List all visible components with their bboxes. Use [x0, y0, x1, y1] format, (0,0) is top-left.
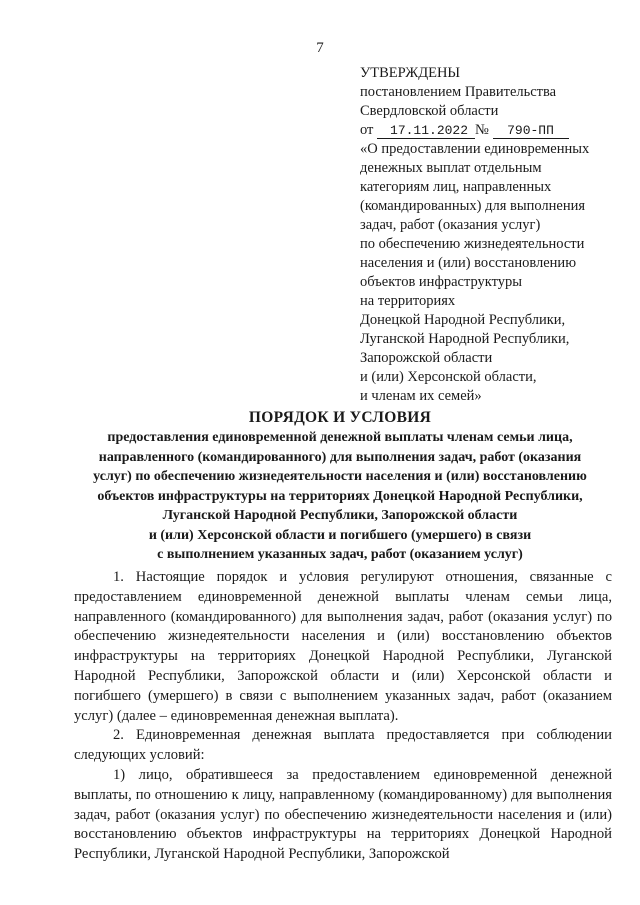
- section-subtitle-line: объектов инфраструктуры на территориях Донецкой Народной Республики,: [97, 488, 583, 504]
- section-subtitle-line: предоставления единовременной денежной выплаты членам семьи лица,: [107, 430, 573, 445]
- approval-line: населения и (или) восстановлению: [360, 255, 577, 271]
- approval-line: по обеспечению жизнедеятельности: [360, 236, 585, 252]
- approval-line: денежных выплат отдельным: [360, 160, 542, 176]
- section-subtitle-line: услуг) по обеспечению жизнедеятельности населения и (или) восстановлению: [93, 469, 587, 484]
- page-number: 7: [316, 40, 324, 56]
- approval-line: (командированных) для выполнения: [360, 198, 586, 214]
- approval-line: «О предоставлении единовременных: [360, 141, 590, 157]
- approval-line: Луганской Народной Республики,: [360, 331, 570, 347]
- section-subtitle-line: Луганской Народной Республики, Запорожской области: [162, 508, 518, 523]
- order-number: 790-ПП: [493, 123, 569, 139]
- paragraph-1: 1. Настоящие порядок и условия регулируют отношения, связанные с предоставлением единовременной денежной выплаты членам семьи лица, направленного (командированного) для выполнения задач, работ (оказания услуг) по обеспечению жизнедеятельности населения и (или) восстановлению объектов инфраструктуры на территориях Донецкой Народной Республики, Луганской Народной Республики, Запорожской области и (или) Херсонской области и погибшего (умершего) в связи с выполнением указанных задач, работ (оказанием услуг) (далее – единовременная денежная выплата).: [74, 569, 612, 724]
- approval-line: и (или) Херсонской области,: [360, 369, 537, 385]
- body-text: [74, 568, 612, 865]
- section-heading: [40, 408, 640, 565]
- approval-line: задач, работ (оказания услуг): [360, 217, 541, 233]
- section-subtitle-line: с выполнением указанных задач, работ (оказанием услуг): [157, 547, 523, 562]
- order-reference: [360, 121, 620, 140]
- approval-line: категориям лиц, направленных: [360, 179, 552, 195]
- paragraph-2: 2. Единовременная денежная выплата предоставляется при соблюдении следующих условий:: [74, 727, 612, 764]
- section-subtitle-line: направленного (командированного) для выполнения задач, работ (оказания: [98, 449, 582, 465]
- approval-line: Донецкой Народной Республики,: [360, 312, 566, 328]
- approval-line: и членам их семей»: [360, 388, 482, 404]
- order-prefix: от: [360, 122, 374, 138]
- section-title: ПОРЯДОК И УСЛОВИЯ: [248, 409, 432, 426]
- approval-block: [360, 64, 620, 406]
- order-number-sign: №: [475, 122, 489, 138]
- approval-line: постановлением Правительства: [360, 84, 557, 100]
- order-date: 17.11.2022: [377, 123, 475, 139]
- approval-line: Запорожской области: [360, 350, 493, 366]
- approval-heading: УТВЕРЖДЕНЫ: [360, 65, 461, 81]
- approval-line: на территориях: [360, 293, 456, 309]
- paragraph-2-item-1: 1) лицо, обратившееся за предоставлением единовременной денежной выплаты, по отношению к лицу, направленному (командированному) для выполнения задач, работ (оказания услуг) по обеспечению жизнедеятельности населения и (или) восстановлению объектов инфраструктуры на территориях Донецкой Народной Республики, Луганской Народной Республики, Запорожской: [74, 766, 612, 863]
- section-subtitle-line: и (или) Херсонской области и погибшего (умершего) в связи: [148, 527, 532, 543]
- approval-line: объектов инфраструктуры: [360, 274, 523, 290]
- approval-line: Свердловской области: [360, 103, 499, 119]
